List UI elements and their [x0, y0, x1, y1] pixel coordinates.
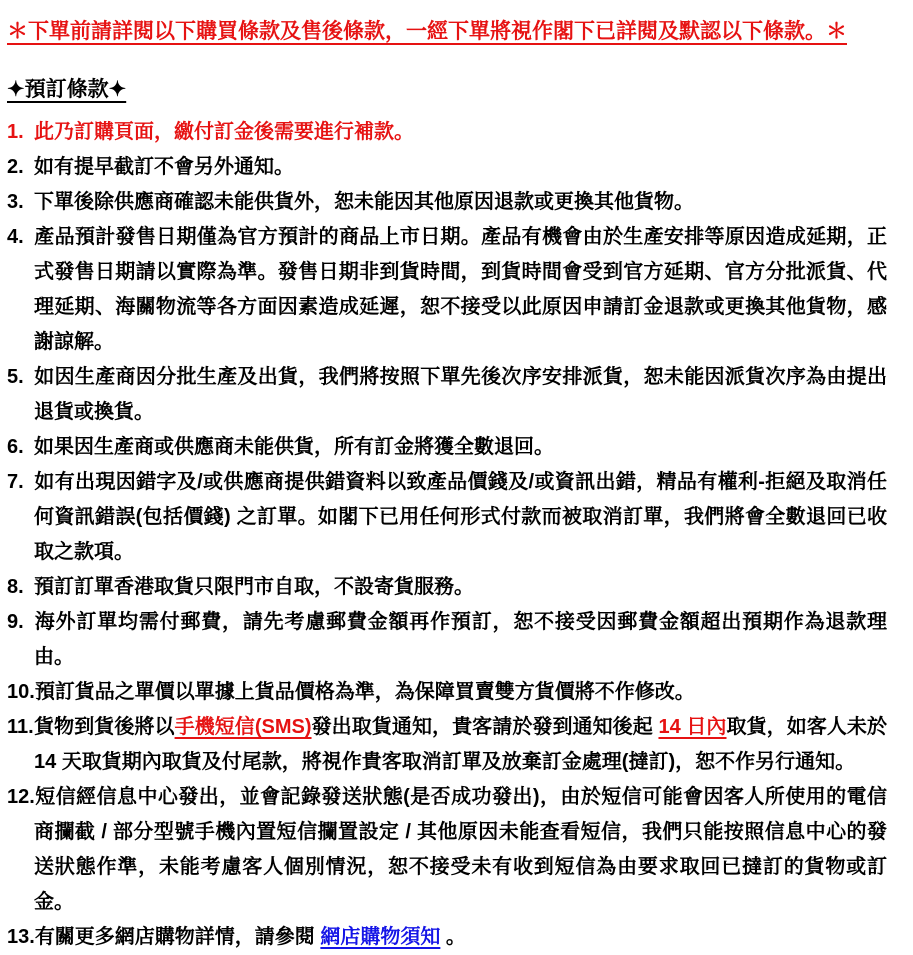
term-item-13	[7, 920, 887, 955]
term-number: 6.	[7, 436, 24, 458]
term-number: 12.	[7, 786, 35, 808]
term-number: 9.	[7, 611, 24, 633]
term-item-2	[7, 150, 887, 185]
term-item-8	[7, 570, 887, 605]
term-text: 如有出現因錯字及/或供應商提供錯資料以致產品價錢及/或資訊出錯，精品有權利-拒絕及取消任何資訊錯誤(包括價錢) 之訂單。如閣下已用任何形式付款而被取消訂單，我們將會全數退回已收取之款項。	[34, 471, 887, 563]
terms-list	[7, 115, 887, 955]
term-text: 有關更多網店購物詳情，請參閱 網店購物須知 。	[34, 926, 466, 948]
term-number: 5.	[7, 366, 24, 388]
term-item-12	[7, 780, 887, 920]
term-item-3	[7, 185, 887, 220]
term-item-7	[7, 465, 887, 570]
term-number: 13.	[7, 926, 35, 948]
term-item-6	[7, 430, 887, 465]
term-number: 11.	[7, 716, 34, 738]
term-text: 短信經信息中心發出，並會記錄發送狀態(是否成功發出)，由於短信可能會因客人所使用的電信商攔截 / 部分型號手機內置短信攔置設定 / 其他原因未能查看短信，我們只能按照信息中心的發送狀態作準，未能考慮客人個別情況，恕不接受未有收到短信為由要求取回已撻訂的貨物或訂金。	[34, 786, 887, 913]
term-number: 10.	[7, 681, 35, 703]
term-number: 1.	[7, 121, 24, 143]
term-text: 預訂貨品之單價以單據上貨品價格為準，為保障買賣雙方貨價將不作修改。	[34, 681, 695, 703]
term-text: 預訂訂單香港取貨只限門市自取，不設寄貨服務。	[34, 576, 474, 598]
term-text: 如因生產商因分批生產及出貨，我們將按照下單先後次序安排派貨，恕未能因派貨次序為由提出退貨或換貨。	[34, 366, 887, 423]
term-number: 2.	[7, 156, 24, 178]
pickup-deadline-highlight: 14 日內	[658, 716, 727, 738]
term-text: 此乃訂購頁面，繳付訂金後需要進行補款。	[34, 121, 414, 143]
term-number: 4.	[7, 226, 24, 248]
term-text: 產品預計發售日期僅為官方預計的商品上市日期。產品有機會由於生產安排等原因造成延期，正式發售日期請以實際為準。發售日期非到貨時間，到貨時間會受到官方延期、官方分批派貨、代理延期、海關物流等各方面因素造成延遲，恕不接受以此原因申請訂金退款或更換其他貨物，感謝諒解。	[34, 226, 887, 353]
term-text: 海外訂單均需付郵費，請先考慮郵費金額再作預訂，恕不接受因郵費金額超出預期作為退款理由。	[34, 611, 887, 668]
term-number: 8.	[7, 576, 24, 598]
term-item-11	[7, 710, 887, 780]
term-number: 7.	[7, 471, 24, 493]
term-item-10	[7, 675, 887, 710]
section-title	[7, 72, 887, 108]
term-text: 如有提早截訂不會另外通知。	[34, 156, 294, 178]
term-item-1	[7, 115, 887, 150]
term-item-5	[7, 360, 887, 430]
term-text: 貨物到貨後將以手機短信(SMS)發出取貨通知，貴客請於發到通知後起 14 日內取貨，如客人未於 14 天取貨期內取貨及付尾款，將視作貴客取消訂單及放棄訂金處理(撻訂)，恕不作另行通知。	[34, 716, 888, 773]
sms-highlight: 手機短信(SMS)	[174, 716, 312, 738]
term-text: 如果因生產商或供應商未能供貨，所有訂金將獲全數退回。	[34, 436, 554, 458]
term-text: 下單後除供應商確認未能供貨外，恕未能因其他原因退款或更換其他貨物。	[34, 191, 694, 213]
term-item-4	[7, 220, 887, 360]
term-item-9	[7, 605, 887, 675]
section-title-text: ✦預訂條款✦	[7, 78, 127, 101]
pre-order-warning-heading: ＊下單前請詳閱以下購買條款及售後條款，一經下單將視作閣下已詳閱及默認以下條款。＊	[7, 20, 847, 43]
shop-guide-link[interactable]: 網店購物須知	[320, 926, 441, 948]
term-number: 3.	[7, 191, 24, 213]
